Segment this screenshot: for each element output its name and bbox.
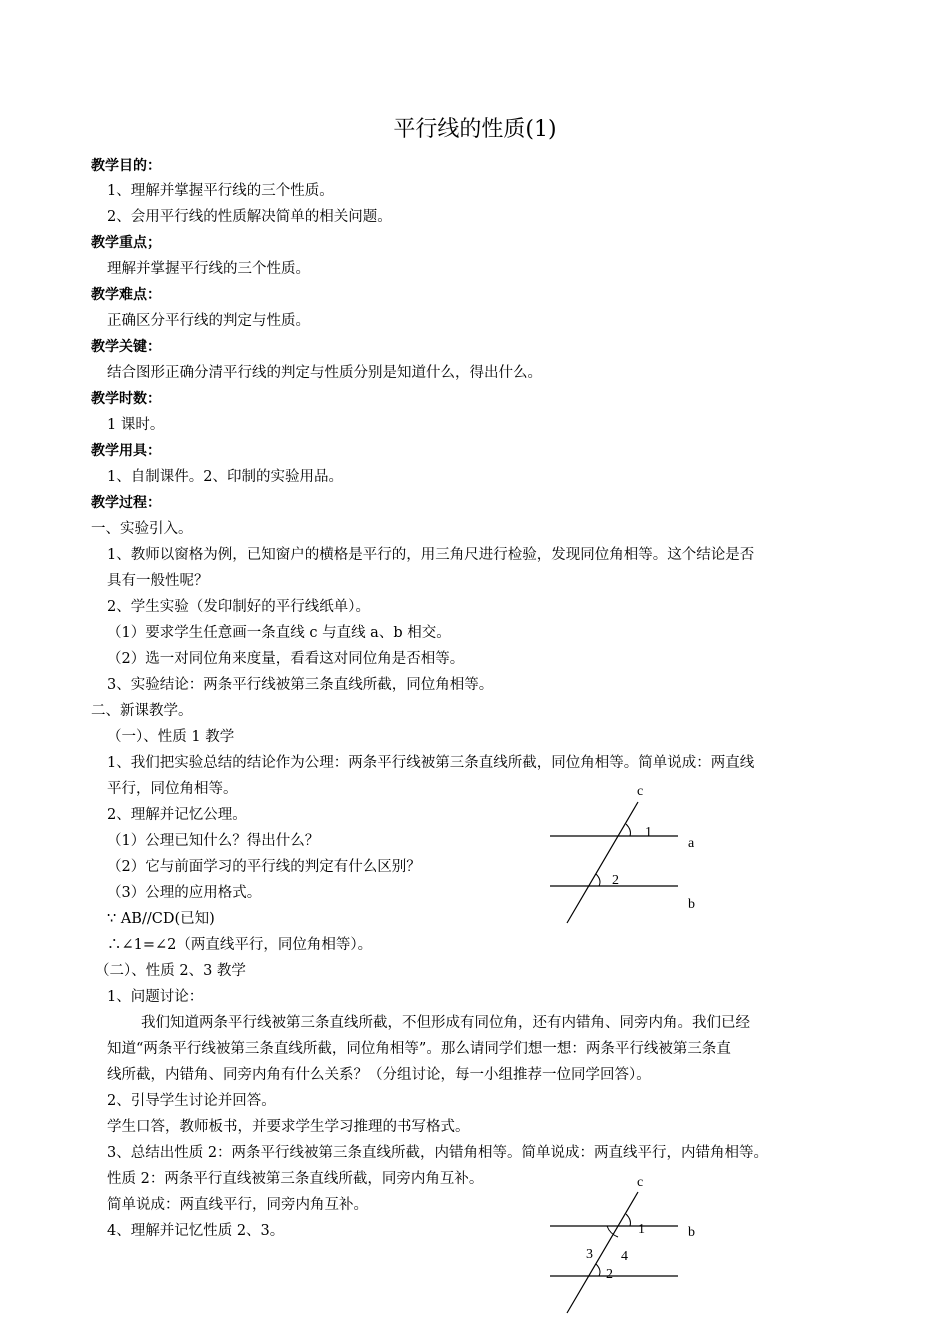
text-line: 二、新课教学。 [91,703,193,719]
text-line: 简单说成：两直线平行，同旁内角互补。 [107,1197,368,1213]
text-line: 知道“两条平行线被第三条直线所截，同位角相等”。那么请同学们想一想：两条平行线被第三条直 [107,1041,731,1057]
text-line: ∵ AB//CD(已知) [107,911,215,927]
tools-heading: 教学用具： [91,443,161,459]
text-line: （3）公理的应用格式。 [107,885,262,901]
text-line: （2）它与前面学习的平行线的判定有什么区别？ [107,859,421,875]
text-line: （一）、性质 1 教学 [107,729,235,745]
text-line: 一、实验引入。 [91,521,193,537]
text-line: （2）选一对同位角来度量，看看这对同位角是否相等。 [107,651,465,667]
difficulty-text: 正确区分平行线的判定与性质。 [107,313,310,329]
text-line: 2、学生实验（发印制好的平行线纸单）。 [107,599,370,615]
text-line: 4、理解并记忆性质 2、3。 [107,1223,285,1239]
label-c: c [637,784,644,799]
text-line: 学生口答，教师板书，并要求学生学习推理的书写格式。 [107,1119,470,1135]
angle-1-arc [626,1214,631,1226]
page-title: 平行线的性质(1) [393,117,557,142]
label-angle-2: 2 [612,873,619,888]
label-angle-1: 1 [638,1222,645,1237]
label-angle-1: 1 [645,825,652,840]
parallel-lines-figure-1 [540,780,730,930]
goal-item: 1、理解并掌握平行线的三个性质。 [107,183,334,199]
key-text: 结合图形正确分清平行线的判定与性质分别是知道什么，得出什么。 [107,365,542,381]
goals-heading: 教学目的： [91,158,161,174]
key-heading: 教学关键： [91,339,161,355]
hours-heading: 教学时数： [91,391,161,407]
label-c: c [637,1175,644,1190]
label-b: b [688,897,695,912]
angle-2-arc [596,1264,600,1276]
angle-2-arc [596,874,600,886]
text-line: 2、理解并记忆公理。 [107,807,247,823]
difficulty-heading: 教学难点： [91,287,161,303]
text-line: 性质 2：两条平行直线被第三条直线所截，同旁内角互补。 [107,1171,484,1187]
text-line: 1、我们把实验总结的结论作为公理：两条平行线被第三条直线所截，同位角相等。简单说成：两直线 [107,755,755,771]
text-line: 我们知道两条平行线被第三条直线所截，不但形成有同位角，还有内错角、同旁内角。我们已经 [141,1015,750,1031]
text-line: 3、总结出性质 2：两条平行线被第三条直线所截，内错角相等。简单说成：两直线平行，内错角相等。 [107,1145,769,1161]
parallel-lines-figure-2 [540,1168,730,1318]
text-line: 3、实验结论：两条平行线被第三条直线所截，同位角相等。 [107,677,494,693]
text-line: 1、教师以窗格为例，已知窗户的横格是平行的，用三角尺进行检验，发现同位角相等。这个结论是否 [107,547,755,563]
text-line: 线所截，内错角、同旁内角有什么关系？（分组讨论，每一小组推荐一位同学回答）。 [107,1067,651,1083]
text-line: （二）、性质 2、3 教学 [95,963,246,979]
hours-text: 1 课时。 [107,417,165,433]
text-line: （1）要求学生任意画一条直线 c 与直线 a、b 相交。 [107,625,451,641]
line-c [567,802,638,923]
key-point-heading: 教学重点； [91,235,161,251]
key-point-text: 理解并掌握平行线的三个性质。 [107,261,310,277]
angle-1-arc [626,824,631,836]
tools-text: 1、自制课件。2、印制的实验用品。 [107,469,343,485]
text-line: （1）公理已知什么？得出什么？ [107,833,320,849]
text-line: ∴∠1=∠2（两直线平行，同位角相等）。 [107,937,373,953]
text-line: 平行，同位角相等。 [107,781,238,797]
label-angle-4: 4 [621,1249,628,1264]
label-a: a [688,836,695,851]
goal-item: 2、会用平行线的性质解决简单的相关问题。 [107,209,392,225]
process-heading: 教学过程： [91,495,161,511]
text-line: 1、问题讨论： [107,989,204,1005]
text-line: 具有一般性呢？ [107,573,209,589]
text-line: 2、引导学生讨论并回答。 [107,1093,276,1109]
label-angle-3: 3 [586,1247,593,1262]
label-b: b [688,1225,695,1240]
label-angle-2: 2 [606,1267,613,1282]
